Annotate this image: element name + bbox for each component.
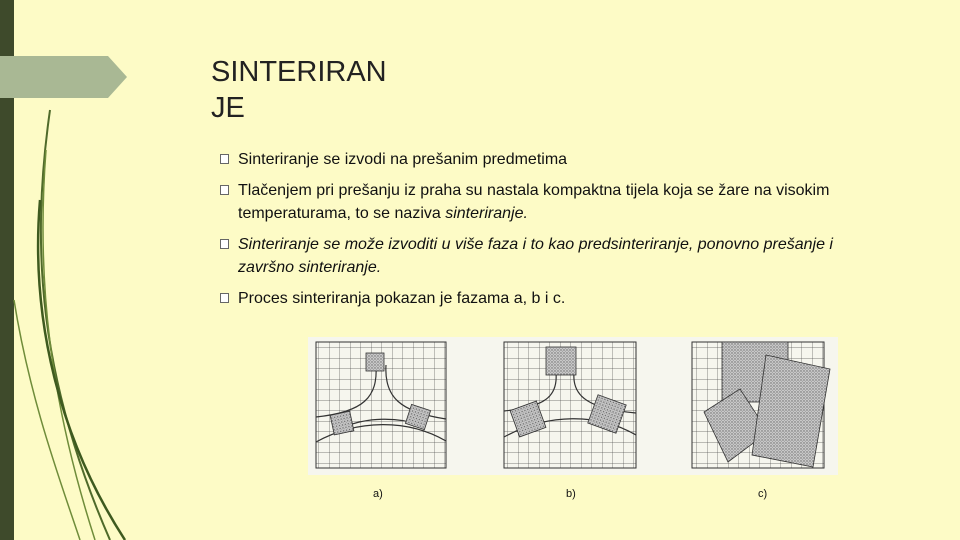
- panel-a: [316, 342, 446, 468]
- title-line-1: SINTERIRAN: [211, 56, 387, 88]
- bullet-text: Sinteriranje se može izvoditi u više faza i to kao predsinteriranje, ponovno prešanje i završno sinteriranje.: [238, 236, 833, 276]
- sintering-phases-figure: [308, 337, 838, 475]
- bullet-text: Proces sinteriranja pokazan je fazama a, b i c.: [238, 290, 566, 307]
- slide-title: [211, 54, 511, 126]
- decorative-swoosh: [0, 0, 140, 540]
- bullet-item-1: [218, 148, 858, 171]
- bullet-text: Tlačenjem pri prešanju iz praha su nastala kompaktna tijela koja se žare na visokim temperaturama, to se naziva: [238, 182, 830, 222]
- bullet-box-icon: [220, 154, 229, 164]
- bullet-item-4: [218, 287, 858, 310]
- bullet-box-icon: [220, 185, 229, 195]
- panel-c: [692, 342, 830, 468]
- bullet-item-2: [218, 179, 858, 225]
- panel-b: [504, 342, 636, 468]
- caption-a: a): [373, 488, 383, 500]
- bullet-list: [218, 148, 858, 318]
- bullet-box-icon: [220, 239, 229, 249]
- bullet-box-icon: [220, 293, 229, 303]
- sintering-phases-drawing: [308, 337, 838, 475]
- bullet-text: Sinteriranje se izvodi na prešanim predmetima: [238, 151, 568, 168]
- caption-b: b): [566, 488, 576, 500]
- bullet-item-3: [218, 233, 858, 279]
- bullet-italic-term: sinteriranje.: [445, 205, 528, 222]
- caption-c: c): [758, 488, 768, 500]
- title-line-2: JE: [211, 92, 245, 124]
